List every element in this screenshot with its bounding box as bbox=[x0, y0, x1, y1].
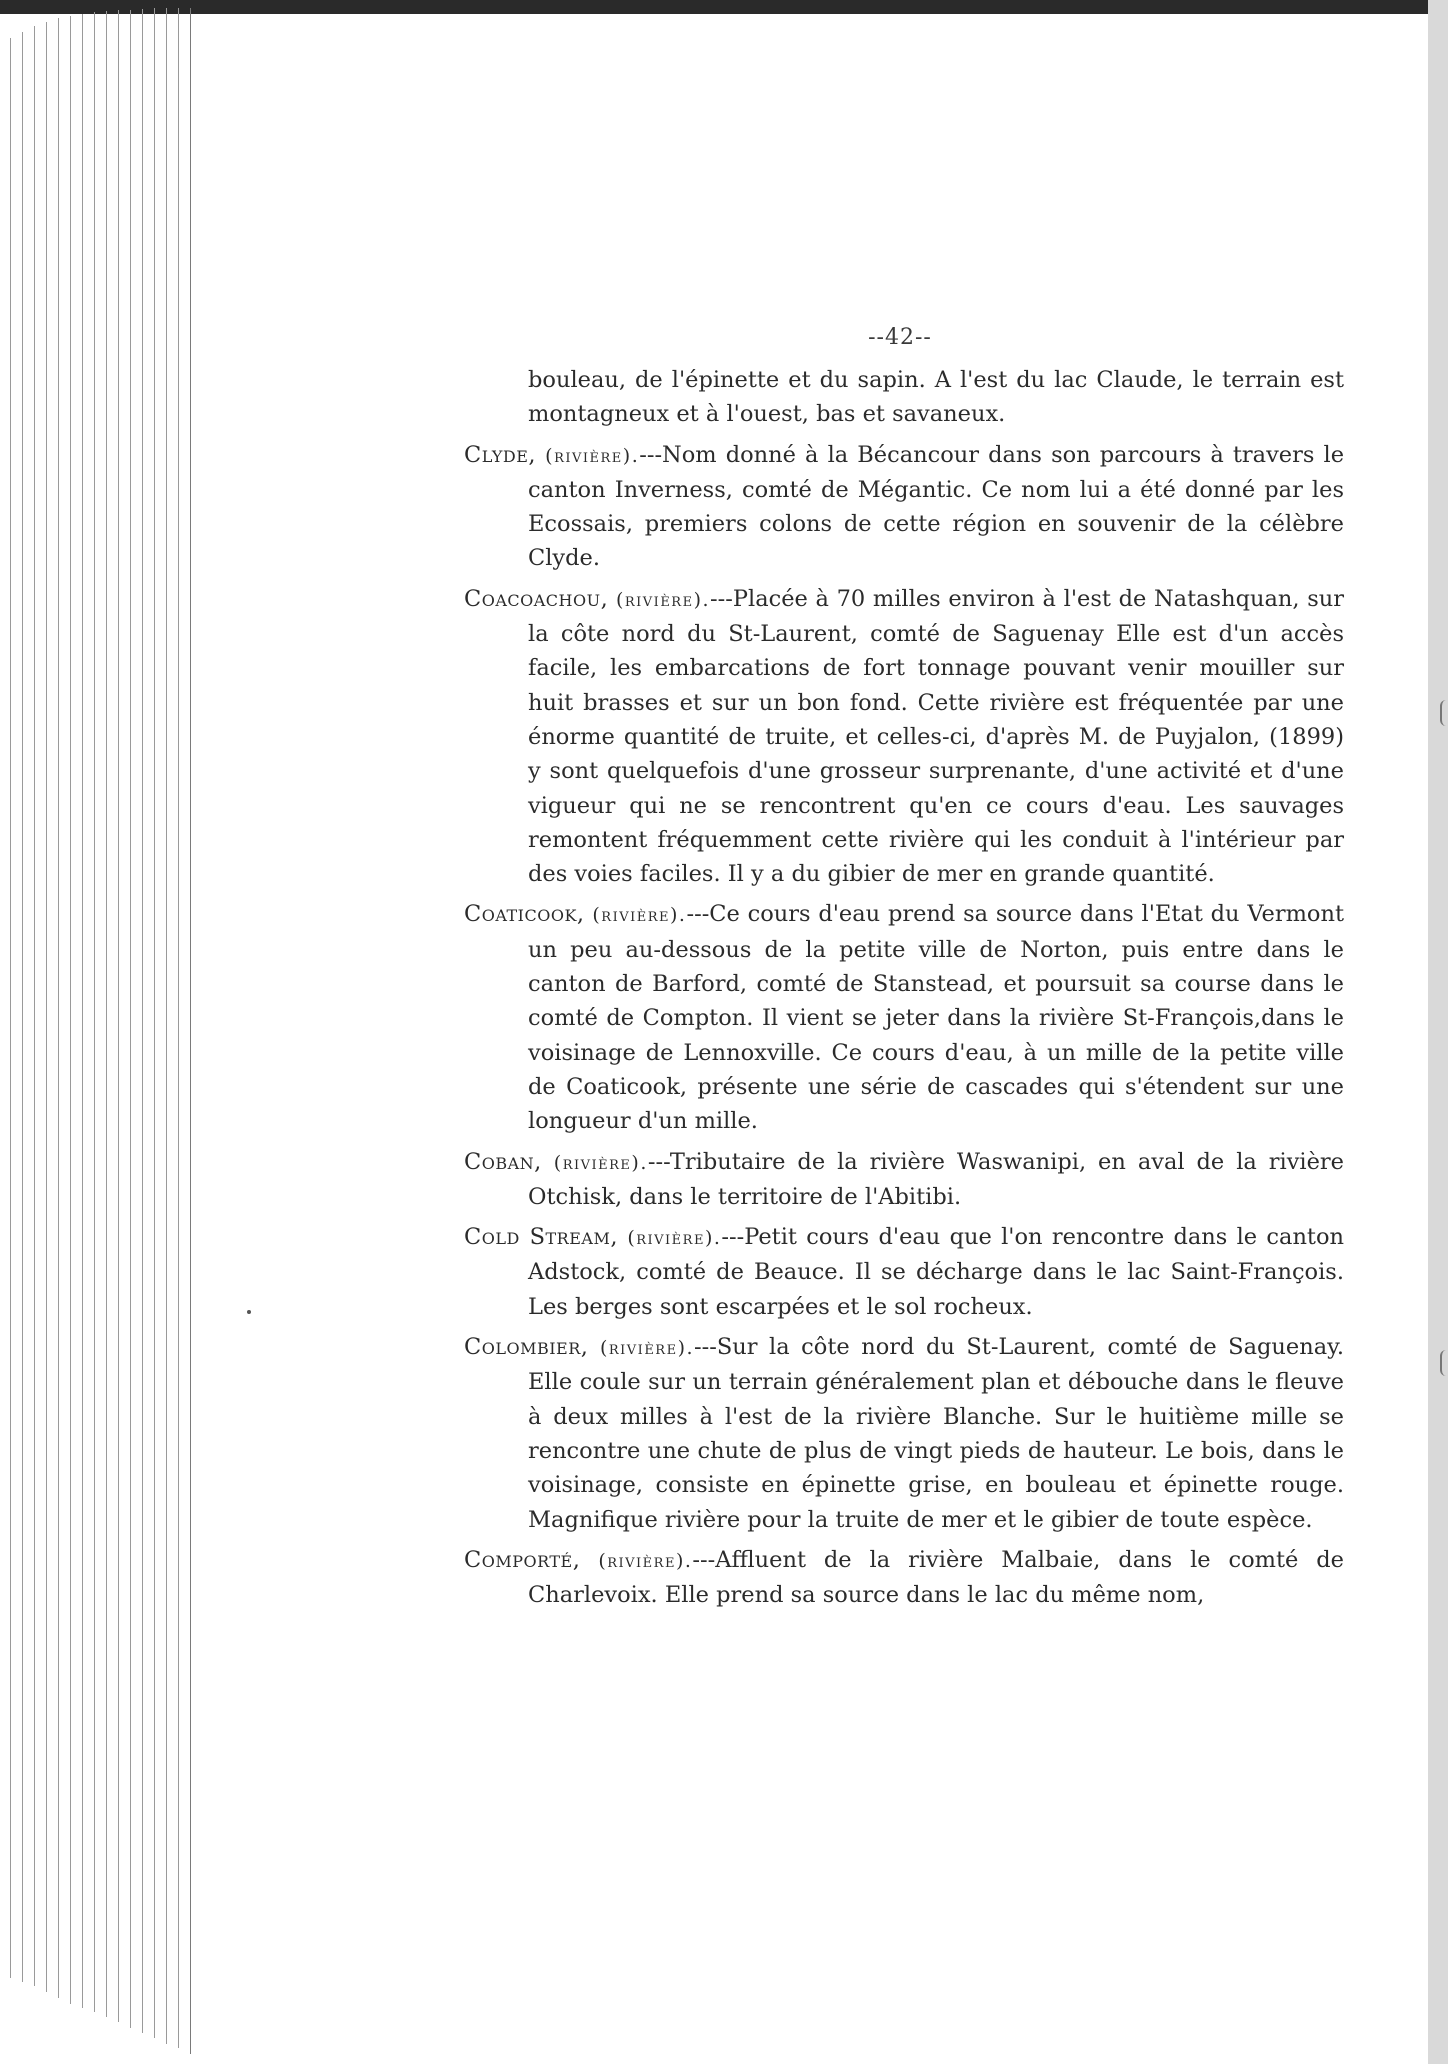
entry-comporte bbox=[464, 1543, 1344, 1613]
page-edge bbox=[166, 8, 167, 2044]
page-text bbox=[464, 325, 1344, 1612]
entry-headword: Coban, bbox=[464, 1148, 542, 1175]
entry-text: ---Ce cours d'eau prend sa source dans l'Etat du Vermont un peu au-dessous de la petite ville de Norton, puis entre dans le canton de Barford, comté de Stanstead, et poursuit sa course dans le comté de Compton. Il vient se jeter dans la rivière St-François,dans le voisinage de Lennoxville. Ce cours d'eau, à un mille de la petite ville de Coaticook, présente une série de cascades qui s'étendent sur une longueur d'un mille. bbox=[528, 901, 1344, 1135]
page-edge bbox=[106, 11, 107, 2017]
entry-kind: (rivière). bbox=[545, 444, 640, 467]
page-edge bbox=[178, 8, 179, 2048]
entry-headword: Comporté, bbox=[464, 1546, 581, 1573]
entry-clyde bbox=[464, 438, 1344, 576]
entry-text: ---Sur la côte nord du St-Laurent, comté de Saguenay. Elle coule sur un terrain généralement plan et débouche dans le fleuve à deux milles à l'est de la rivière Blanche. Sur le huitième mille se rencontre une chute de plus de vingt pieds de hauteur. Le bois, dans le voisinage, consiste en épinette grise, en bouleau et épinette rouge. Magnifique rivière pour la truite de mer et le gibier de toute espèce. bbox=[528, 1334, 1344, 1533]
entry-text: ---Affluent de la rivière Malbaie, dans le comté de Charlevoix. Elle prend sa source dans le lac du même nom, bbox=[528, 1546, 1344, 1609]
entry-kind: (rivière). bbox=[627, 1227, 722, 1250]
entry-headword: Coaticook, bbox=[464, 901, 585, 928]
scan-edge-mark bbox=[1440, 700, 1446, 726]
entry-text: ---Petit cours d'eau que l'on rencontre dans le canton Adstock, comté de Beauce. Il se décharge dans le lac Saint-François. Les berges sont escarpées et le sol rocheux. bbox=[528, 1224, 1345, 1320]
entry-kind: (rivière). bbox=[599, 1337, 695, 1360]
page-edge bbox=[118, 10, 119, 2022]
page-edges-stack bbox=[0, 8, 200, 2064]
entry-colombier bbox=[464, 1330, 1344, 1537]
page-edge bbox=[34, 26, 35, 1986]
entry-text: ---Nom donné à la Bécancour dans son parcours à travers le canton Inverness, comté de Mégantic. Ce nom lui a été donné par les Ecossais, premiers colons de cette région en souvenir de la célèbre Clyde. bbox=[528, 441, 1345, 572]
entry-kind: (rivière). bbox=[615, 588, 711, 611]
entry-coaticook bbox=[464, 897, 1344, 1138]
entry-kind: (rivière). bbox=[598, 1549, 693, 1572]
scan-top-border bbox=[0, 0, 1448, 14]
page-edge bbox=[82, 14, 83, 2008]
entry-cold-stream bbox=[464, 1220, 1344, 1324]
page-edge bbox=[70, 16, 71, 2004]
page-edge bbox=[10, 38, 11, 1978]
page-edge bbox=[154, 8, 155, 2038]
entry-headword: Clyde, bbox=[464, 441, 537, 468]
page-edge bbox=[46, 22, 47, 1992]
entry-headword: Coacoachou, bbox=[464, 585, 609, 612]
page-edge bbox=[142, 9, 143, 2033]
entry-coacoachou bbox=[464, 582, 1344, 892]
page-edge bbox=[22, 32, 23, 1982]
page-edge bbox=[190, 8, 191, 2054]
entry-text: ---Placée à 70 milles environ à l'est de Natashquan, sur la côte nord du St-Laurent, comté de Saguenay Elle est d'un accès facile, les embarcations de fort tonnage pouvant venir mouiller sur huit brasses et sur un bon fond. Cette rivière est fréquentée par une énorme quantité de truite, et celles-ci, d'après M. de Puyjalon, (1899) y sont quelquefois d'une grosseur surprenante, d'une activité et d'une vigueur qui ne se rencontrent qu'en ce cours d'eau. Les sauvages remontent fréquemment cette rivière qui les conduit à l'intérieur par des voies faciles. Il y a du gibier de mer en grande quantité. bbox=[528, 585, 1344, 888]
page-edge bbox=[130, 10, 131, 2028]
page-edge bbox=[58, 18, 59, 1998]
continued-paragraph: bouleau, de l'épinette et du sapin. A l'est du lac Claude, le terrain est montagneux et à l'ouest, bas et savaneux. bbox=[528, 367, 1344, 428]
entry-kind: (rivière). bbox=[553, 1151, 648, 1174]
page-edge bbox=[94, 12, 95, 2012]
entry-kind: (rivière). bbox=[592, 904, 687, 927]
entry-text: ---Tributaire de la rivière Waswanipi, en aval de la rivière Otchisk, dans le territoire de l'Abitibi. bbox=[528, 1148, 1345, 1210]
page-number: --42-- bbox=[868, 325, 932, 350]
scan-edge-mark bbox=[1440, 1350, 1446, 1376]
scan-right-border bbox=[1428, 0, 1448, 2064]
entry-headword: Colombier, bbox=[464, 1334, 589, 1361]
scan-speck bbox=[247, 1310, 251, 1314]
entry-headword: Cold Stream, bbox=[464, 1224, 618, 1251]
entry-coban bbox=[464, 1145, 1344, 1215]
